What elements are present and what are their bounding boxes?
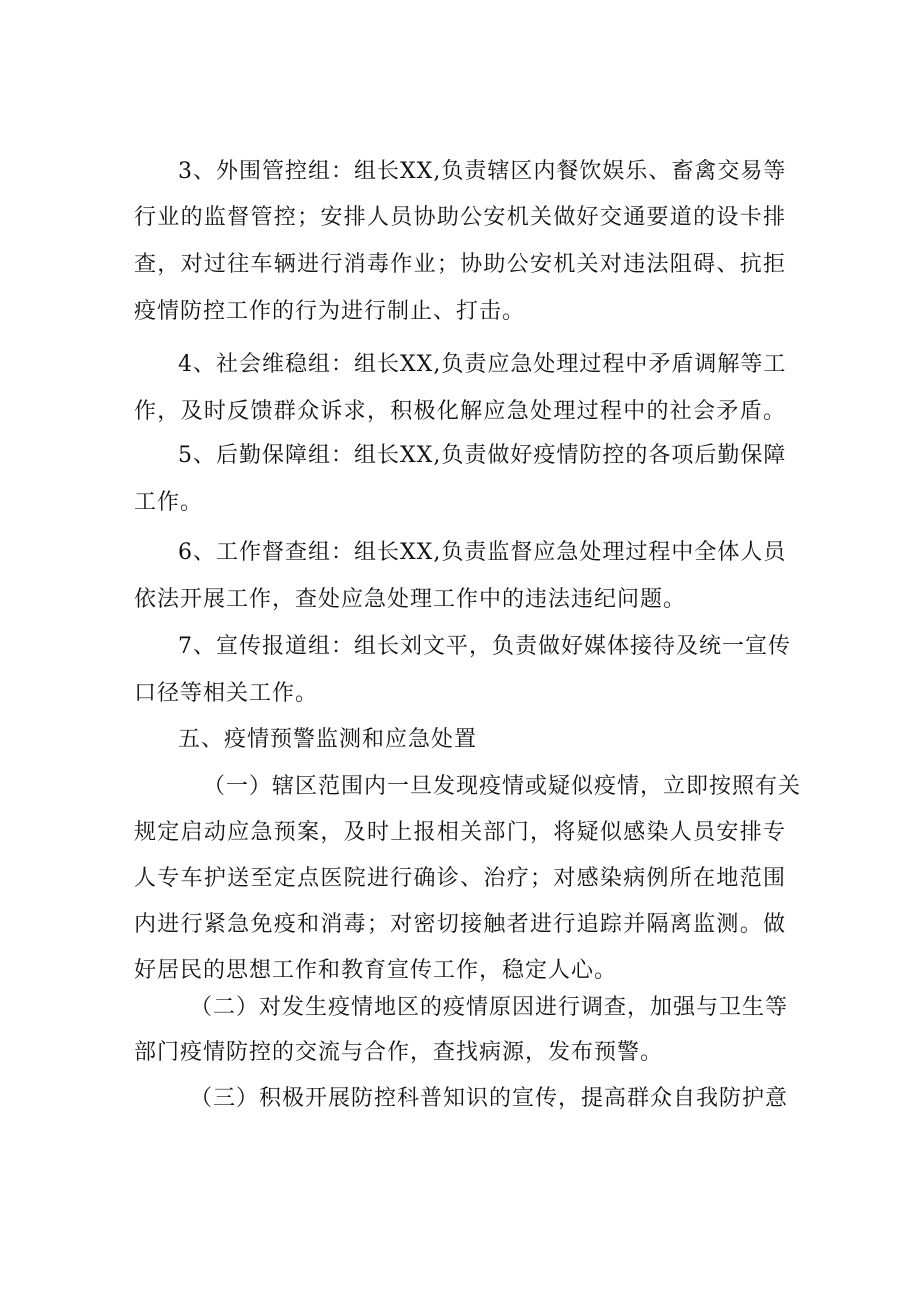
paragraph-line: （三）积极开展防控科普知识的宣传，提高群众自我防护意 (190, 1086, 789, 1111)
paragraph-line: 好居民的思想工作和教育宣传工作，稳定人心。 (134, 958, 618, 983)
paragraph-line: （一）辖区范围内一旦发现疫情或疑似疫情，立即按照有关 (203, 774, 802, 799)
paragraph-line: 6、工作督查组：组长XX,负责监督应急处理过程中全体人员 (178, 540, 787, 565)
paragraph-line: 4、社会维稳组：组长XX,负责应急处理过程中矛盾调解等工 (178, 352, 787, 377)
paragraph-line: 作，及时反馈群众诉求，积极化解应急处理过程中的社会矛盾。 (134, 399, 786, 424)
section-heading: 五、疫情预警监测和应急处置 (178, 727, 478, 752)
paragraph-line: 部门疫情防控的交流与合作，查找病源，发布预警。 (134, 1040, 664, 1065)
paragraph-line: 内进行紧急免疫和消毒；对密切接触者进行追踪并隔离监测。做 (134, 912, 786, 937)
paragraph-line: 工作。 (134, 490, 204, 515)
paragraph-line: 人专车护送至定点医院进行确诊、治疗；对感染病例所在地范围 (134, 866, 786, 891)
paragraph-line: 规定启动应急预案，及时上报相关部门，将疑似感染人员安排专 (134, 820, 786, 845)
paragraph-line: 行业的监督管控；安排人员协助公安机关做好交通要道的设卡排 (134, 205, 786, 230)
paragraph-line: 5、后勤保障组：组长XX,负责做好疫情防控的各项后勤保障 (178, 443, 787, 468)
paragraph-line: 查，对过往车辆进行消毒作业；协助公安机关对违法阻碍、抗拒 (134, 252, 786, 277)
paragraph-line: 3、外围管控组：组长XX,负责辖区内餐饮娱乐、畜禽交易等 (178, 159, 787, 184)
paragraph-line: 依法开展工作，查处应急处理工作中的违法违纪问题。 (134, 587, 687, 612)
paragraph-line: 口径等相关工作。 (134, 681, 319, 706)
paragraph-line: 7、宣传报道组：组长刘文平，负责做好媒体接待及统一宣传 (178, 634, 791, 659)
paragraph-line: （二）对发生疫情地区的疫情原因进行调查，加强与卫生等 (190, 995, 789, 1020)
paragraph-line: 疫情防控工作的行为进行制止、打击。 (134, 299, 526, 324)
